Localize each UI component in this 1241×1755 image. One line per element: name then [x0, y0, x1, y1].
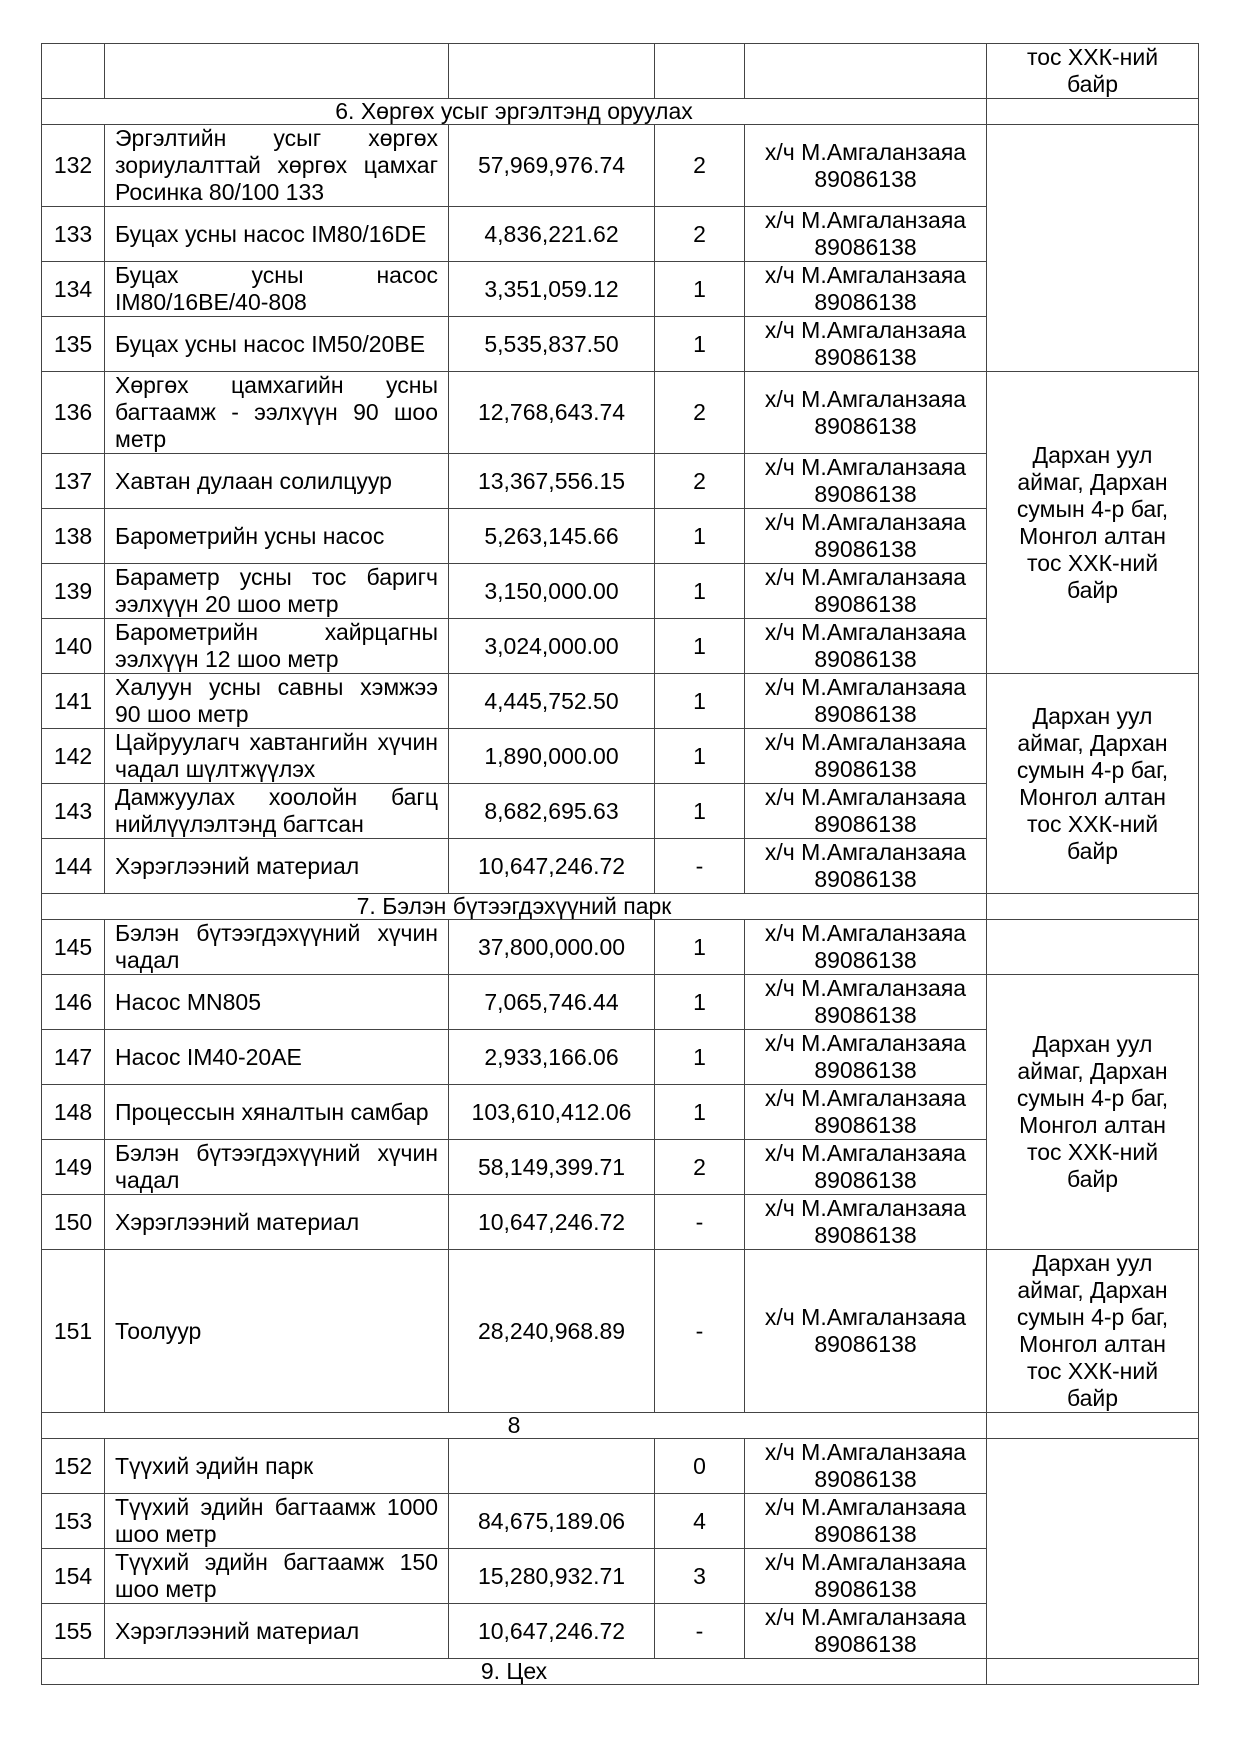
section-title: 9. Цех [42, 1659, 987, 1685]
location-line: тос ХХК-ний [1026, 1358, 1159, 1384]
item-amount: 3,024,000.00 [449, 619, 655, 674]
quantity-cell [655, 44, 745, 99]
item-amount: 58,149,399.71 [449, 1140, 655, 1195]
item-quantity: 4 [655, 1494, 745, 1549]
supplier-phone: 89086138 [814, 1576, 917, 1602]
item-quantity: 1 [655, 784, 745, 839]
location-line: Дархан уул [1032, 702, 1153, 729]
item-amount: 28,240,968.89 [449, 1250, 655, 1413]
item-amount: 2,933,166.06 [449, 1030, 655, 1085]
location-cell [987, 975, 1199, 1250]
supplier-name: х/ч М.Амгаланзаяа [764, 1604, 967, 1630]
supplier-name: х/ч М.Амгаланзаяа [764, 975, 967, 1001]
item-name: Бараметр усны тос баригч ээлхүүн 20 шоо метр [105, 564, 449, 619]
item-amount: 84,675,189.06 [449, 1494, 655, 1549]
supplier-cell [745, 1549, 987, 1604]
location-cell [987, 1413, 1199, 1439]
section-row [42, 1659, 1199, 1685]
item-name: Хэрэглээний материал [105, 839, 449, 894]
supplier-name: х/ч М.Амгаланзаяа [764, 1195, 967, 1221]
item-amount: 15,280,932.71 [449, 1549, 655, 1604]
supplier-cell [745, 372, 987, 454]
location-cell [987, 674, 1199, 894]
item-name: Түүхий эдийн парк [105, 1439, 449, 1494]
item-quantity: - [655, 839, 745, 894]
row-number: 151 [42, 1250, 105, 1413]
table-row [42, 372, 1199, 454]
location-line: тос ХХК-ний [1026, 1139, 1159, 1165]
continued-row [42, 44, 1199, 99]
supplier-cell [745, 1439, 987, 1494]
item-name: Буцах усны насос IM80/16BE/40-808 [105, 262, 449, 317]
item-name: Барометрийн усны насос [105, 509, 449, 564]
item-quantity: 1 [655, 564, 745, 619]
supplier-phone: 89086138 [814, 756, 917, 782]
supplier-phone: 89086138 [814, 1466, 917, 1492]
item-quantity: 1 [655, 920, 745, 975]
section-row [42, 894, 1199, 920]
supplier-name: х/ч М.Амгаланзаяа [764, 1304, 967, 1330]
supplier-phone: 89086138 [814, 1222, 917, 1248]
table-row [42, 975, 1199, 1030]
location-cell [987, 920, 1199, 975]
item-amount: 103,610,412.06 [449, 1085, 655, 1140]
item-quantity: - [655, 1250, 745, 1413]
supplier-cell [745, 1494, 987, 1549]
row-number: 132 [42, 125, 105, 207]
item-amount: 37,800,000.00 [449, 920, 655, 975]
item-amount: 1,890,000.00 [449, 729, 655, 784]
item-quantity: 1 [655, 262, 745, 317]
supplier-name: х/ч М.Амгаланзаяа [764, 138, 967, 165]
supplier-cell [745, 784, 987, 839]
item-name: Дамжуулах хоолойн багц нийлүүлэлтэнд багтсан [105, 784, 449, 839]
location-line: тос ХХК-ний [1026, 44, 1159, 70]
table-row [42, 1439, 1199, 1494]
location-line: байр [1066, 71, 1119, 97]
location-cell [987, 894, 1199, 920]
item-name: Хөргөх цамхагийн усны багтаамж - ээлхүүн 90 шоо метр [105, 372, 449, 454]
item-name: Цайруулагч хавтангийн хүчин чадал шүлтжүүлэх [105, 729, 449, 784]
row-number: 141 [42, 674, 105, 729]
supplier-phone: 89086138 [814, 701, 917, 727]
location-line: байр [1066, 1166, 1119, 1192]
row-number: 143 [42, 784, 105, 839]
location-cell [987, 372, 1199, 674]
table-row [42, 125, 1199, 207]
supplier-cell [745, 125, 987, 207]
item-amount: 5,535,837.50 [449, 317, 655, 372]
location-line: тос ХХК-ний [1026, 810, 1159, 837]
supplier-phone: 89086138 [814, 1521, 917, 1547]
location-line: сумын 4-р баг, [1016, 1304, 1169, 1330]
row-number: 134 [42, 262, 105, 317]
location-line: байр [1066, 576, 1119, 603]
item-quantity: 1 [655, 729, 745, 784]
row-number: 152 [42, 1439, 105, 1494]
supplier-name: х/ч М.Амгаланзаяа [764, 317, 967, 343]
supplier-phone: 89086138 [814, 344, 917, 370]
location-line: сумын 4-р баг, [1016, 495, 1169, 522]
supplier-cell [745, 920, 987, 975]
item-amount: 4,445,752.50 [449, 674, 655, 729]
supplier-name: х/ч М.Амгаланзаяа [764, 1030, 967, 1056]
row-number: 137 [42, 454, 105, 509]
row-number: 147 [42, 1030, 105, 1085]
item-name: Бэлэн бүтээгдэхүүний хүчин чадал [105, 1140, 449, 1195]
location-line: аймаг, Дархан [1017, 729, 1168, 756]
item-name: Эргэлтийн усыг хөргөх зориулалттай хөргөх цамхаг Росинка 80/100 133 [105, 125, 449, 207]
row-number: 138 [42, 509, 105, 564]
item-quantity: 1 [655, 674, 745, 729]
item-name: Тоолуур [105, 1250, 449, 1413]
item-name: Насос IM40-20AE [105, 1030, 449, 1085]
supplier-name: х/ч М.Амгаланзаяа [764, 262, 967, 288]
supplier-cell [745, 1140, 987, 1195]
supplier-phone: 89086138 [814, 1112, 917, 1138]
location-cell [987, 1439, 1199, 1659]
item-quantity: 1 [655, 1085, 745, 1140]
item-amount: 12,768,643.74 [449, 372, 655, 454]
item-name: Насос MN805 [105, 975, 449, 1030]
table-row [42, 674, 1199, 729]
supplier-phone: 89086138 [814, 165, 917, 192]
supplier-phone: 89086138 [814, 866, 917, 892]
supplier-cell [745, 1195, 987, 1250]
row-number: 133 [42, 207, 105, 262]
supplier-cell [745, 564, 987, 619]
supplier-phone: 89086138 [814, 1167, 917, 1193]
location-line: Монгол алтан [1019, 783, 1166, 810]
supplier-name: х/ч М.Амгаланзаяа [764, 839, 967, 865]
supplier-cell [745, 1030, 987, 1085]
item-amount: 57,969,976.74 [449, 125, 655, 207]
location-cell [987, 44, 1199, 99]
supplier-cell [745, 839, 987, 894]
supplier-phone: 89086138 [814, 591, 917, 617]
item-amount: 10,647,246.72 [449, 839, 655, 894]
supplier-name: х/ч М.Амгаланзаяа [764, 564, 967, 590]
supplier-phone: 89086138 [814, 536, 917, 562]
supplier-cell [745, 619, 987, 674]
location-cell [987, 125, 1199, 372]
supplier-cell [745, 1250, 987, 1413]
row-number: 153 [42, 1494, 105, 1549]
item-amount: 3,150,000.00 [449, 564, 655, 619]
item-quantity: - [655, 1195, 745, 1250]
supplier-name: х/ч М.Амгаланзаяа [764, 385, 967, 412]
table-row [42, 1250, 1199, 1413]
section-row [42, 1413, 1199, 1439]
item-name: Халуун усны савны хэмжээ 90 шоо метр [105, 674, 449, 729]
supplier-cell [745, 262, 987, 317]
supplier-cell [745, 317, 987, 372]
supplier-cell [745, 454, 987, 509]
supplier-phone: 89086138 [814, 947, 917, 973]
item-quantity: 2 [655, 125, 745, 207]
amount-cell [449, 44, 655, 99]
supplier-name: х/ч М.Амгаланзаяа [764, 207, 967, 233]
item-amount: 4,836,221.62 [449, 207, 655, 262]
item-name: Процессын хяналтын самбар [105, 1085, 449, 1140]
item-name: Хэрэглээний материал [105, 1195, 449, 1250]
location-line: байр [1066, 837, 1119, 864]
supplier-phone: 89086138 [814, 646, 917, 672]
row-number: 136 [42, 372, 105, 454]
location-line: Монгол алтан [1019, 522, 1166, 549]
item-name: Түүхий эдийн багтаамж 1000 шоо метр [105, 1494, 449, 1549]
location-line: Дархан уул [1032, 1250, 1153, 1276]
row-number: 142 [42, 729, 105, 784]
item-quantity: 2 [655, 372, 745, 454]
supplier-phone: 89086138 [814, 481, 917, 507]
item-name: Хавтан дулаан солилцуур [105, 454, 449, 509]
row-number: 150 [42, 1195, 105, 1250]
location-line: аймаг, Дархан [1017, 468, 1168, 495]
location-line: байр [1066, 1385, 1119, 1411]
supplier-phone: 89086138 [814, 811, 917, 837]
item-name: Барометрийн хайрцагны ээлхүүн 12 шоо метр [105, 619, 449, 674]
item-name: Хэрэглээний материал [105, 1604, 449, 1659]
row-number: 144 [42, 839, 105, 894]
location-line: сумын 4-р баг, [1016, 1085, 1169, 1111]
supplier-phone: 89086138 [814, 1631, 917, 1657]
location-line: тос ХХК-ний [1026, 549, 1159, 576]
location-line: сумын 4-р баг, [1016, 756, 1169, 783]
supplier-cell [745, 674, 987, 729]
row-number: 146 [42, 975, 105, 1030]
row-number: 148 [42, 1085, 105, 1140]
row-number: 145 [42, 920, 105, 975]
supplier-cell [745, 1604, 987, 1659]
item-quantity: 1 [655, 1030, 745, 1085]
row-number: 155 [42, 1604, 105, 1659]
location-line: Дархан уул [1032, 441, 1153, 468]
item-quantity: 0 [655, 1439, 745, 1494]
location-line: Монгол алтан [1019, 1112, 1166, 1138]
supplier-cell [745, 44, 987, 99]
item-quantity: 1 [655, 509, 745, 564]
location-line: аймаг, Дархан [1017, 1058, 1168, 1084]
row-number: 140 [42, 619, 105, 674]
supplier-name: х/ч М.Амгаланзаяа [764, 619, 967, 645]
item-quantity: 1 [655, 975, 745, 1030]
supplier-phone: 89086138 [814, 1057, 917, 1083]
location-cell [987, 1250, 1199, 1413]
supplier-name: х/ч М.Амгаланзаяа [764, 920, 967, 946]
section-title: 6. Хөргөх усыг эргэлтэнд оруулах [42, 99, 987, 125]
supplier-name: х/ч М.Амгаланзаяа [764, 1494, 967, 1520]
item-amount [449, 1439, 655, 1494]
item-name: Бэлэн бүтээгдэхүүний хүчин чадал [105, 920, 449, 975]
item-amount: 10,647,246.72 [449, 1604, 655, 1659]
row-number: 149 [42, 1140, 105, 1195]
supplier-phone: 89086138 [814, 412, 917, 439]
supplier-cell [745, 729, 987, 784]
table-row [42, 920, 1199, 975]
item-amount: 5,263,145.66 [449, 509, 655, 564]
section-title: 8 [42, 1413, 987, 1439]
supplier-name: х/ч М.Амгаланзаяа [764, 784, 967, 810]
supplier-name: х/ч М.Амгаланзаяа [764, 454, 967, 480]
supplier-name: х/ч М.Амгаланзаяа [764, 1549, 967, 1575]
row-number: 154 [42, 1549, 105, 1604]
item-amount: 13,367,556.15 [449, 454, 655, 509]
supplier-phone: 89086138 [814, 1331, 917, 1357]
item-name-cell [105, 44, 449, 99]
location-line: Дархан уул [1032, 1031, 1153, 1057]
item-name: Буцах усны насос IM80/16DE [105, 207, 449, 262]
supplier-cell [745, 975, 987, 1030]
number-cell [42, 44, 105, 99]
supplier-name: х/ч М.Амгаланзаяа [764, 1140, 967, 1166]
supplier-cell [745, 207, 987, 262]
supplier-phone: 89086138 [814, 234, 917, 260]
supplier-phone: 89086138 [814, 1002, 917, 1028]
location-line: аймаг, Дархан [1017, 1277, 1168, 1303]
supplier-name: х/ч М.Амгаланзаяа [764, 674, 967, 700]
item-amount: 10,647,246.72 [449, 1195, 655, 1250]
item-name: Түүхий эдийн багтаамж 150 шоо метр [105, 1549, 449, 1604]
item-quantity: 2 [655, 454, 745, 509]
location-line: Монгол алтан [1019, 1331, 1166, 1357]
supplier-name: х/ч М.Амгаланзаяа [764, 1085, 967, 1111]
location-cell [987, 99, 1199, 125]
item-quantity: 1 [655, 317, 745, 372]
row-number: 135 [42, 317, 105, 372]
section-row [42, 99, 1199, 125]
item-quantity: 1 [655, 619, 745, 674]
supplier-name: х/ч М.Амгаланзаяа [764, 729, 967, 755]
item-amount: 3,351,059.12 [449, 262, 655, 317]
row-number: 139 [42, 564, 105, 619]
supplier-phone: 89086138 [814, 289, 917, 315]
section-title: 7. Бэлэн бүтээгдэхүүний парк [42, 894, 987, 920]
table-body [42, 44, 1199, 1685]
supplier-name: х/ч М.Амгаланзаяа [764, 509, 967, 535]
item-quantity: 2 [655, 207, 745, 262]
item-amount: 7,065,746.44 [449, 975, 655, 1030]
supplier-cell [745, 1085, 987, 1140]
supplier-cell [745, 509, 987, 564]
location-cell [987, 1659, 1199, 1685]
item-quantity: 3 [655, 1549, 745, 1604]
procurement-table [41, 43, 1199, 1685]
item-name: Буцах усны насос IM50/20BE [105, 317, 449, 372]
supplier-name: х/ч М.Амгаланзаяа [764, 1439, 967, 1465]
item-quantity: - [655, 1604, 745, 1659]
item-quantity: 2 [655, 1140, 745, 1195]
item-amount: 8,682,695.63 [449, 784, 655, 839]
